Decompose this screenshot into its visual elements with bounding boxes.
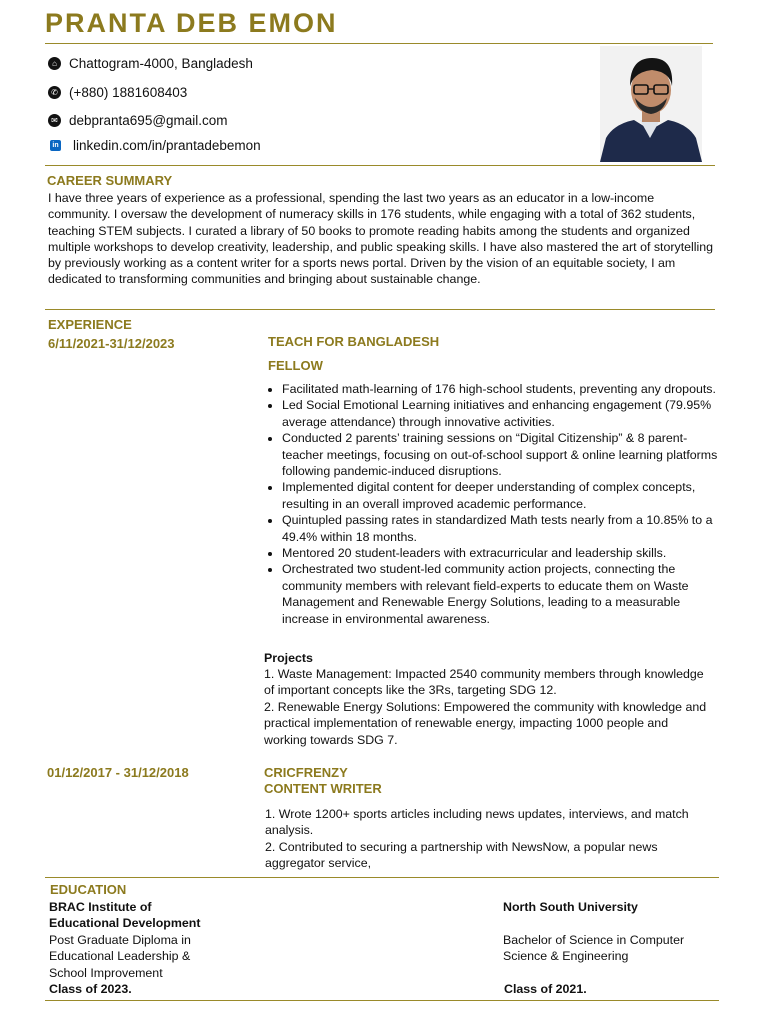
job-bullet: • Implemented digital content for deeper understanding of complex concepts, resulting in an overall improved academic performance. [282,479,722,512]
contact-linkedin[interactable] [48,138,261,153]
career-summary-heading: CAREER SUMMARY [47,173,173,188]
job-role: FELLOW [268,358,323,373]
job-bullet: • Quintupled passing rates in standardized Math tests nearly from a 10.85% to a 49.4% within 18 months. [282,512,722,545]
job-organization: CRICFRENZY [264,765,348,780]
summary-divider [45,165,715,166]
education-heading: EDUCATION [50,882,127,897]
footer-divider [45,1000,719,1001]
phone-text: (+880) 1881608403 [69,85,188,100]
job-bullet: • Mentored 20 student-leaders with extracurricular and leadership skills. [282,545,722,561]
job-dates: 01/12/2017 - 31/12/2018 [47,765,189,780]
job-item: 2. Contributed to securing a partnership with NewsNow, a popular news aggregator service, [265,840,658,871]
profile-photo [600,46,702,162]
contact-phone [48,85,187,100]
education-institution: BRAC Institute of Educational Development [49,900,201,931]
projects-heading: Projects [264,651,313,665]
education-degree: Bachelor of Science in Computer Science & Engineering [503,933,685,964]
career-summary-text: I have three years of experience as a professional, spending the last two years as an educator in a low-income community. I oversaw the development of numeracy skills in 176 students, while engaging with a total of 362 students, teaching STEM subjects. I curated a library of 50 books to promote reading habits among the students and organized multiple workshops to develop creativity, leadership, and public speaking skills. I have also mastered the art of storytelling by previously working as a content writer for a sports news portal. Driven by the vision of an equitable society, I am dedicated to transforming communities and bringing about sustainable change. [48,191,714,287]
project-item: 2. Renewable Energy Solutions: Empowered the community with knowledge and practical implementation of renewable energy, impacting 1000 people and working towards SDG 7. [264,700,707,747]
job-organization: TEACH FOR BANGLADESH [268,334,440,349]
education-institution: North South University [503,900,638,914]
home-icon: ⌂ [48,57,61,70]
project-item: 1. Waste Management: Impacted 2540 community members through knowledge of important concepts like the 3Rs, targeting SDG 12. [264,667,704,698]
linkedin-icon: in [50,140,61,151]
linkedin-text[interactable]: linkedin.com/in/prantadebemon [73,138,261,153]
education-class: Class of 2021. [504,982,587,996]
education-divider [45,877,719,878]
experience-heading: EXPERIENCE [48,317,132,332]
phone-icon: ✆ [48,86,61,99]
job-bullet: • Facilitated math-learning of 176 high-school students, preventing any dropouts. [282,381,722,397]
job-bullet: • Conducted 2 parents’ training sessions on “Digital Citizenship” & 8 parent-teacher meetings, focusing on out-of-school support & online learning platforms following pandemic-induced disruptions. [282,430,722,479]
job-bullet: • Led Social Emotional Learning initiatives and enhancing engagement (79.95% average attendance) through innovative activities. [282,397,722,430]
experience-divider [45,309,715,310]
email-text[interactable]: debpranta695@gmail.com [69,113,228,128]
job-dates: 6/11/2021-31/12/2023 [48,336,175,351]
job-item: 1. Wrote 1200+ sports articles including news updates, interviews, and match analysis. [265,807,689,838]
job-bullet-list [264,381,722,627]
education-degree: Post Graduate Diploma in Educational Leadership & School Improvement [49,933,191,980]
profile-photo-illustration [600,46,702,162]
resume-name: PRANTA DEB EMON [45,8,338,38]
contact-address [48,56,253,71]
header-divider [45,43,713,44]
address-text: Chattogram-4000, Bangladesh [69,56,253,71]
job-role: CONTENT WRITER [264,781,382,796]
contact-email[interactable] [48,113,228,128]
email-icon: ✉ [48,114,61,127]
job-bullet: • Orchestrated two student-led community action projects, connecting the community members with relevant field-experts to educate them on Waste Management and Renewable Energy Solutions, leading to a measurable increase in environmental awareness. [282,561,722,627]
education-class: Class of 2023. [49,982,132,996]
